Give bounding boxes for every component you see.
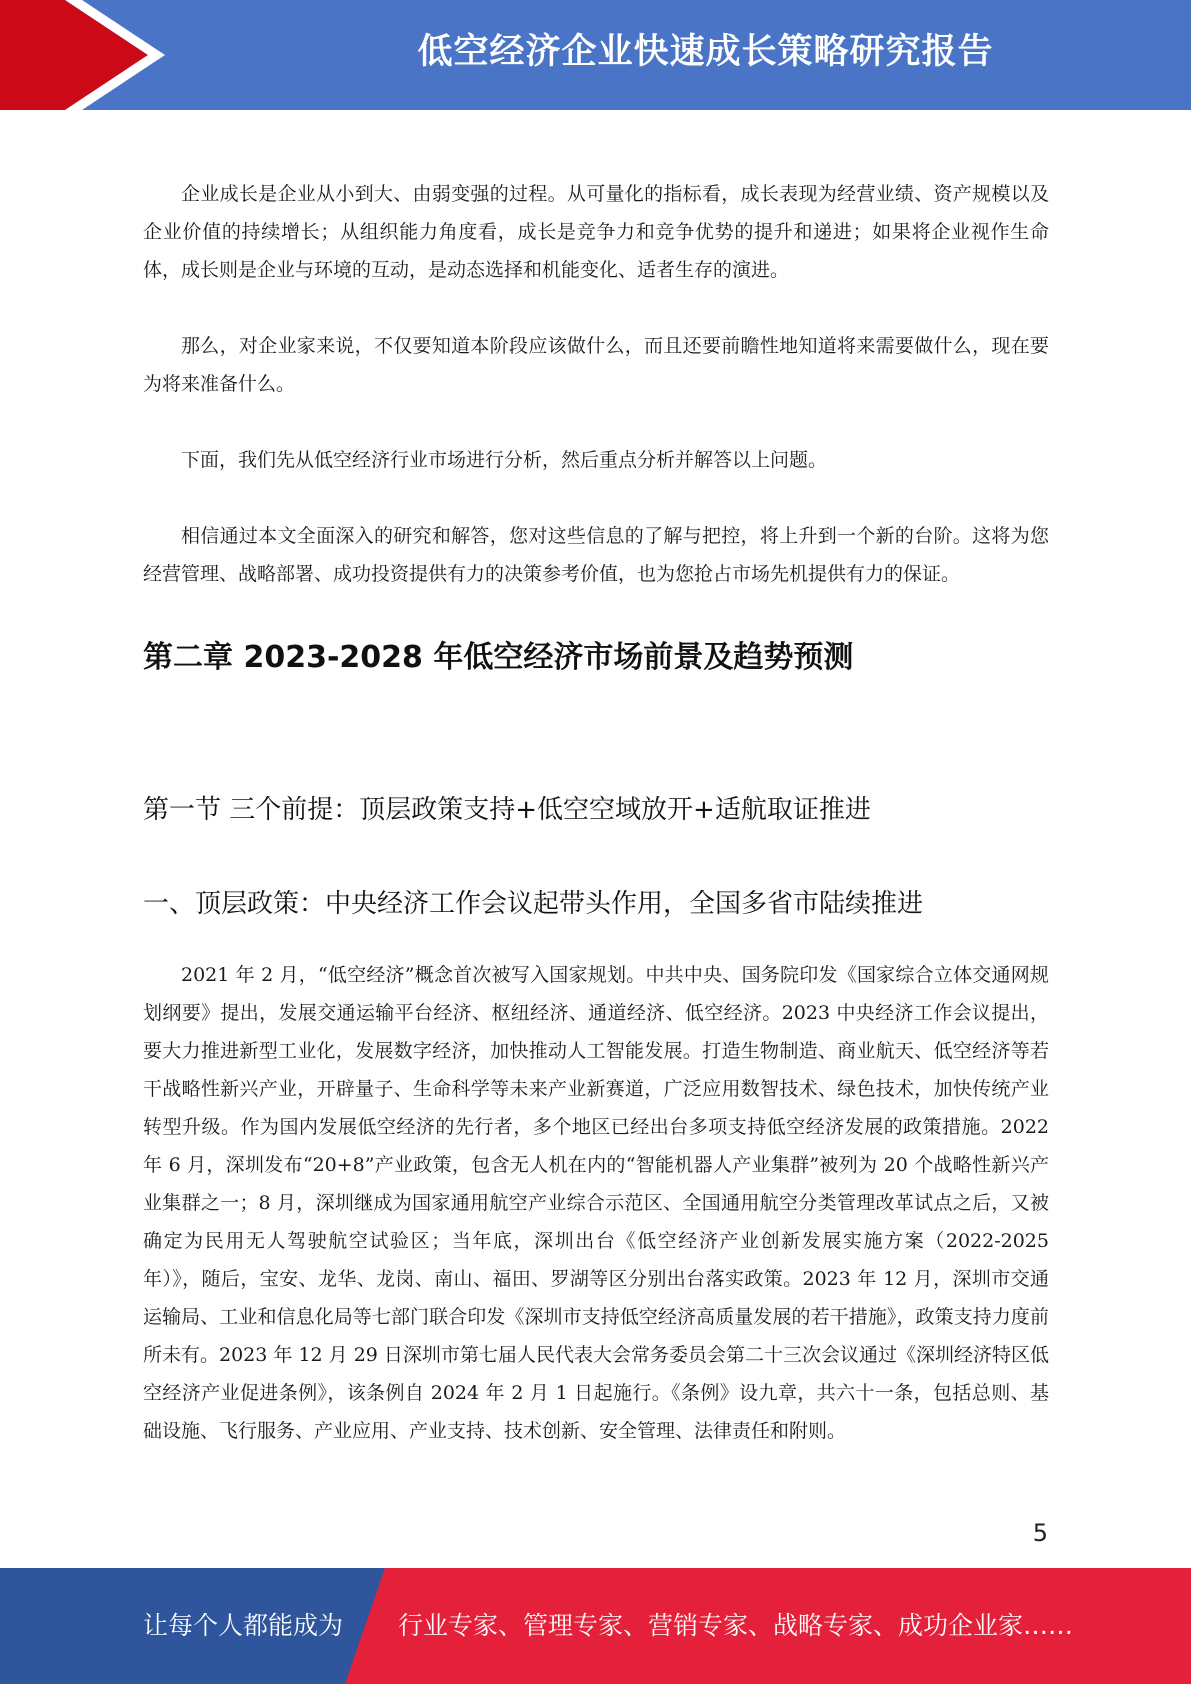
intro-paragraph-3: 下面，我们先从低空经济行业市场进行分析，然后重点分析并解答以上问题。 [181, 449, 828, 471]
intro-paragraph-2: 那么，对企业家来说，不仅要知道本阶段应该做什么，而且还要前瞻性地知道将来需要做什么，现在要为将来准备什么。 [143, 335, 1049, 395]
intro-paragraph-4: 相信通过本文全面深入的研究和解答，您对这些信息的了解与把控，将上升到一个新的台阶。这将为您经营管理、战略部署、成功投资提供有力的决策参考价值，也为您抢占市场先机提供有力的保证。 [143, 525, 1049, 585]
chapter-heading: 第二章 2023-2028 年低空经济市场前景及趋势预测 [143, 640, 854, 675]
intro-paragraph-1: 企业成长是企业从小到大、由弱变强的过程。从可量化的指标看，成长表现为经营业绩、资产规模以及企业价值的持续增长；从组织能力角度看，成长是竞争力和竞争优势的提升和递进；如果将企业视作生命体，成长则是企业与环境的互动，是动态选择和机能变化、适者生存的演进。 [143, 183, 1049, 281]
page-content [143, 175, 1049, 1450]
page-number: 5 [1032, 1519, 1048, 1547]
footer-slogan-right: 行业专家、管理专家、营销专家、战略专家、成功企业家…… [398, 1611, 1074, 1640]
section-heading: 第一节 三个前提：顶层政策支持+低空空域放开+适航取证推进 [143, 795, 871, 825]
footer-slogan-left: 让每个人都能成为 [143, 1611, 344, 1640]
page-header [0, 0, 1191, 110]
page-footer [0, 1568, 1191, 1684]
report-title: 低空经济企业快速成长策略研究报告 [417, 32, 994, 72]
policy-paragraph: 2021 年 2 月，“低空经济”概念首次被写入国家规划。中共中央、国务院印发《国家综合立体交通网规划纲要》提出，发展交通运输平台经济、枢纽经济、通道经济、低空经济。2023 中央经济工作会议提出，要大力推进新型工业化，发展数字经济，加快推动人工智能发展。打造生物制造、商业航天、低空经济等若干战略性新兴产业，开辟量子、生命科学等未来产业新赛道，广泛应用数智技术、绿色技术，加快传统产业转型升级。作为国内发展低空经济的先行者，多个地区已经出台多项支持低空经济发展的政策措施。2022 年 6 月，深圳发布“20+8”产业政策，包含无人机在内的“智能机器人产业集群”被列为 20 个战略性新兴产业集群之一；8 月，深圳继成为国家通用航空产业综合示范区、全国通用航空分类管理改革试点之后，又被确定为民用无人驾驶航空试验区；当年底，深圳出台《低空经济产业创新发展实施方案（2022-2025 年）》，随后，宝安、龙华、龙岗、南山、福田、罗湖等区分别出台落实政策。2023 年 12 月，深圳市交通运输局、工业和信息化局等七部门联合印发《深圳市支持低空经济高质量发展的若干措施》，政策支持力度前所未有。2023 年 12 月 29 日深圳市第七届人民代表大会常务委员会第二十三次会议通过《深圳经济特区低空经济产业促进条例》，该条例自 2024 年 2 月 1 日起施行。《条例》设九章，共六十一条，包括总则、基础设施、飞行服务、产业应用、产业支持、技术创新、安全管理、法律责任和附则。 [143, 964, 1049, 1442]
subsection-heading: 一、顶层政策：中央经济工作会议起带头作用，全国多省市陆续推进 [143, 889, 924, 919]
